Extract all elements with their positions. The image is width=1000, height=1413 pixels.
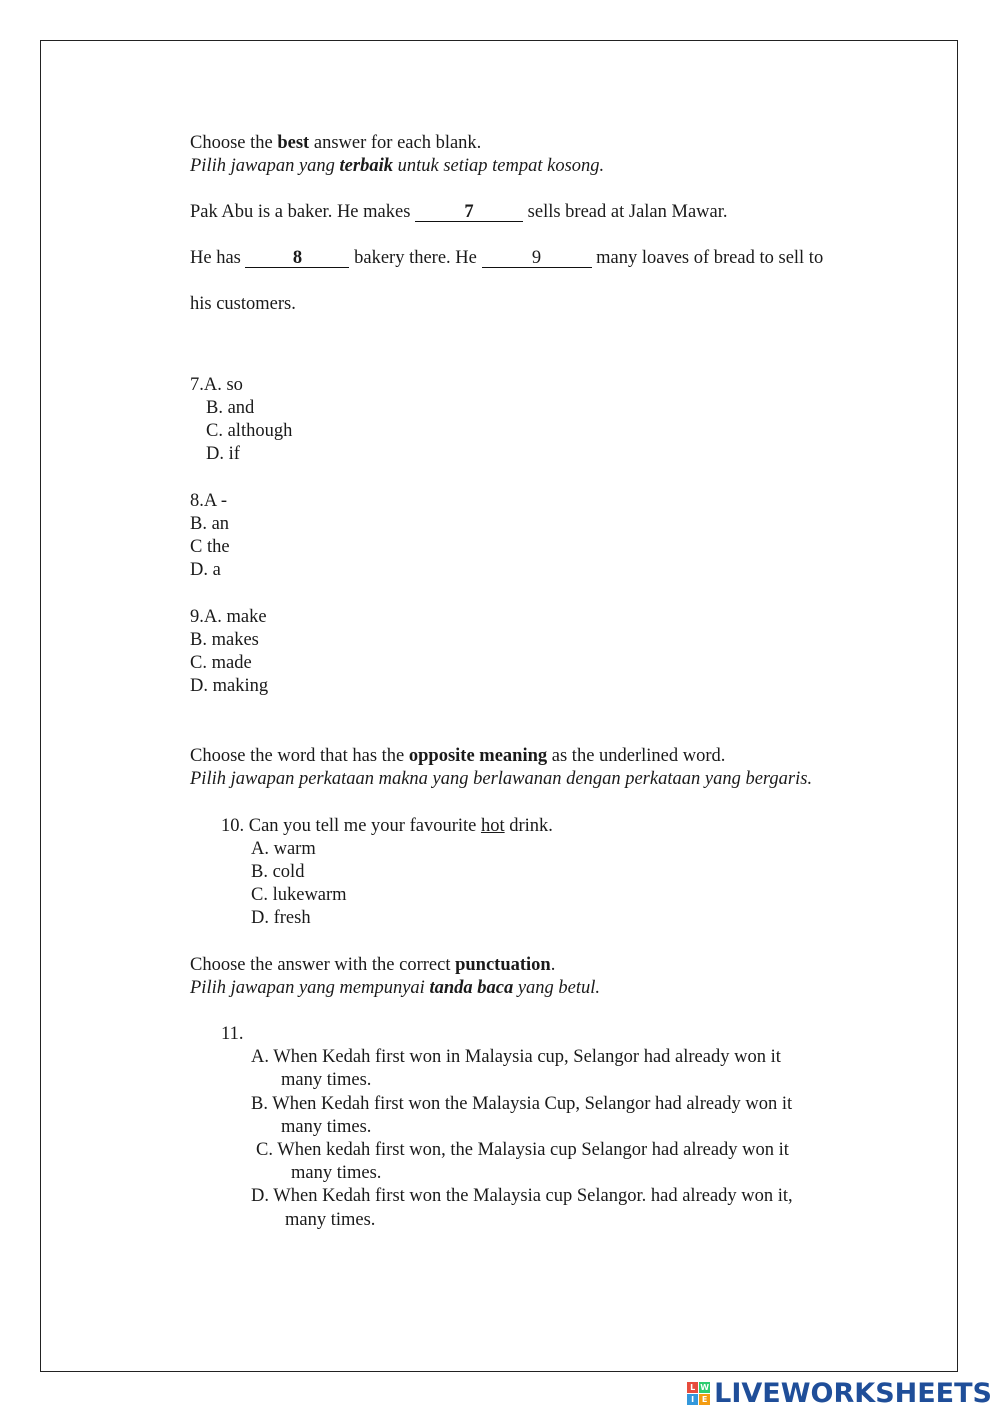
q10-option-c[interactable]: C. lukewarm xyxy=(251,885,347,905)
q11-option-a-cont[interactable]: many times. xyxy=(281,1070,372,1090)
blank-8[interactable]: 8 xyxy=(245,249,349,268)
q11-option-c[interactable]: C. When kedah first won, the Malaysia cup Selangor had already won it xyxy=(256,1140,789,1160)
liveworksheets-brand[interactable] xyxy=(687,1377,992,1409)
q9-option-d[interactable]: D. making xyxy=(190,676,269,696)
q9-option-a[interactable]: 9.A. make xyxy=(190,607,267,627)
blank-9[interactable]: 9 xyxy=(482,249,592,268)
q11-option-c-cont[interactable]: many times. xyxy=(291,1163,382,1183)
q11-option-b-cont[interactable]: many times. xyxy=(281,1117,372,1137)
passage-line-3: his customers. xyxy=(190,294,296,314)
q11-number: 11. xyxy=(221,1024,244,1044)
q10-option-d[interactable]: D. fresh xyxy=(251,908,311,928)
q7-option-a[interactable]: 7.A. so xyxy=(190,375,243,395)
passage-line-1: Pak Abu is a baker. He makes 7 sells bread at Jalan Mawar. xyxy=(190,202,728,222)
q9-option-b[interactable]: B. makes xyxy=(190,630,259,650)
q7-option-d[interactable]: D. if xyxy=(206,444,240,464)
blank-7[interactable]: 7 xyxy=(415,203,523,222)
q9-option-c[interactable]: C. made xyxy=(190,653,252,673)
instruction-3-translation: Pilih jawapan yang mempunyai tanda baca yang betul. xyxy=(190,978,601,998)
instruction-3: Choose the answer with the correct punctuation. xyxy=(190,955,556,975)
instruction-2: Choose the word that has the opposite meaning as the underlined word. xyxy=(190,746,726,766)
q11-option-a[interactable]: A. When Kedah first won in Malaysia cup, Selangor had already won it xyxy=(251,1047,781,1067)
page-frame xyxy=(40,40,958,1372)
brand-name: LIVEWORKSHEETS xyxy=(714,1377,992,1409)
instruction-1: Choose the best answer for each blank. xyxy=(190,133,482,153)
q10-option-a[interactable]: A. warm xyxy=(251,839,316,859)
passage-line-2: He has 8 bakery there. He 9 many loaves of bread to sell to xyxy=(190,248,824,268)
q7-option-b[interactable]: B. and xyxy=(206,398,255,418)
q11-option-d[interactable]: D. When Kedah first won the Malaysia cup Selangor. had already won it, xyxy=(251,1186,793,1206)
q8-option-b[interactable]: B. an xyxy=(190,514,230,534)
q11-option-b[interactable]: B. When Kedah first won the Malaysia Cup, Selangor had already won it xyxy=(251,1094,793,1114)
q10-option-b[interactable]: B. cold xyxy=(251,862,305,882)
instruction-2-translation: Pilih jawapan perkataan makna yang berlawanan dengan perkataan yang bergaris. xyxy=(190,769,813,789)
q8-option-c[interactable]: C the xyxy=(190,537,230,557)
q7-option-c[interactable]: C. although xyxy=(206,421,293,441)
q8-option-a[interactable]: 8.A - xyxy=(190,491,227,511)
q11-option-d-cont[interactable]: many times. xyxy=(285,1210,376,1230)
instruction-1-translation: Pilih jawapan yang terbaik untuk setiap tempat kosong. xyxy=(190,156,605,176)
q8-option-d[interactable]: D. a xyxy=(190,560,221,580)
q10-stem: 10. Can you tell me your favourite hot drink. xyxy=(221,816,553,836)
liveworksheets-logo-icon: L W I E xyxy=(687,1382,710,1405)
